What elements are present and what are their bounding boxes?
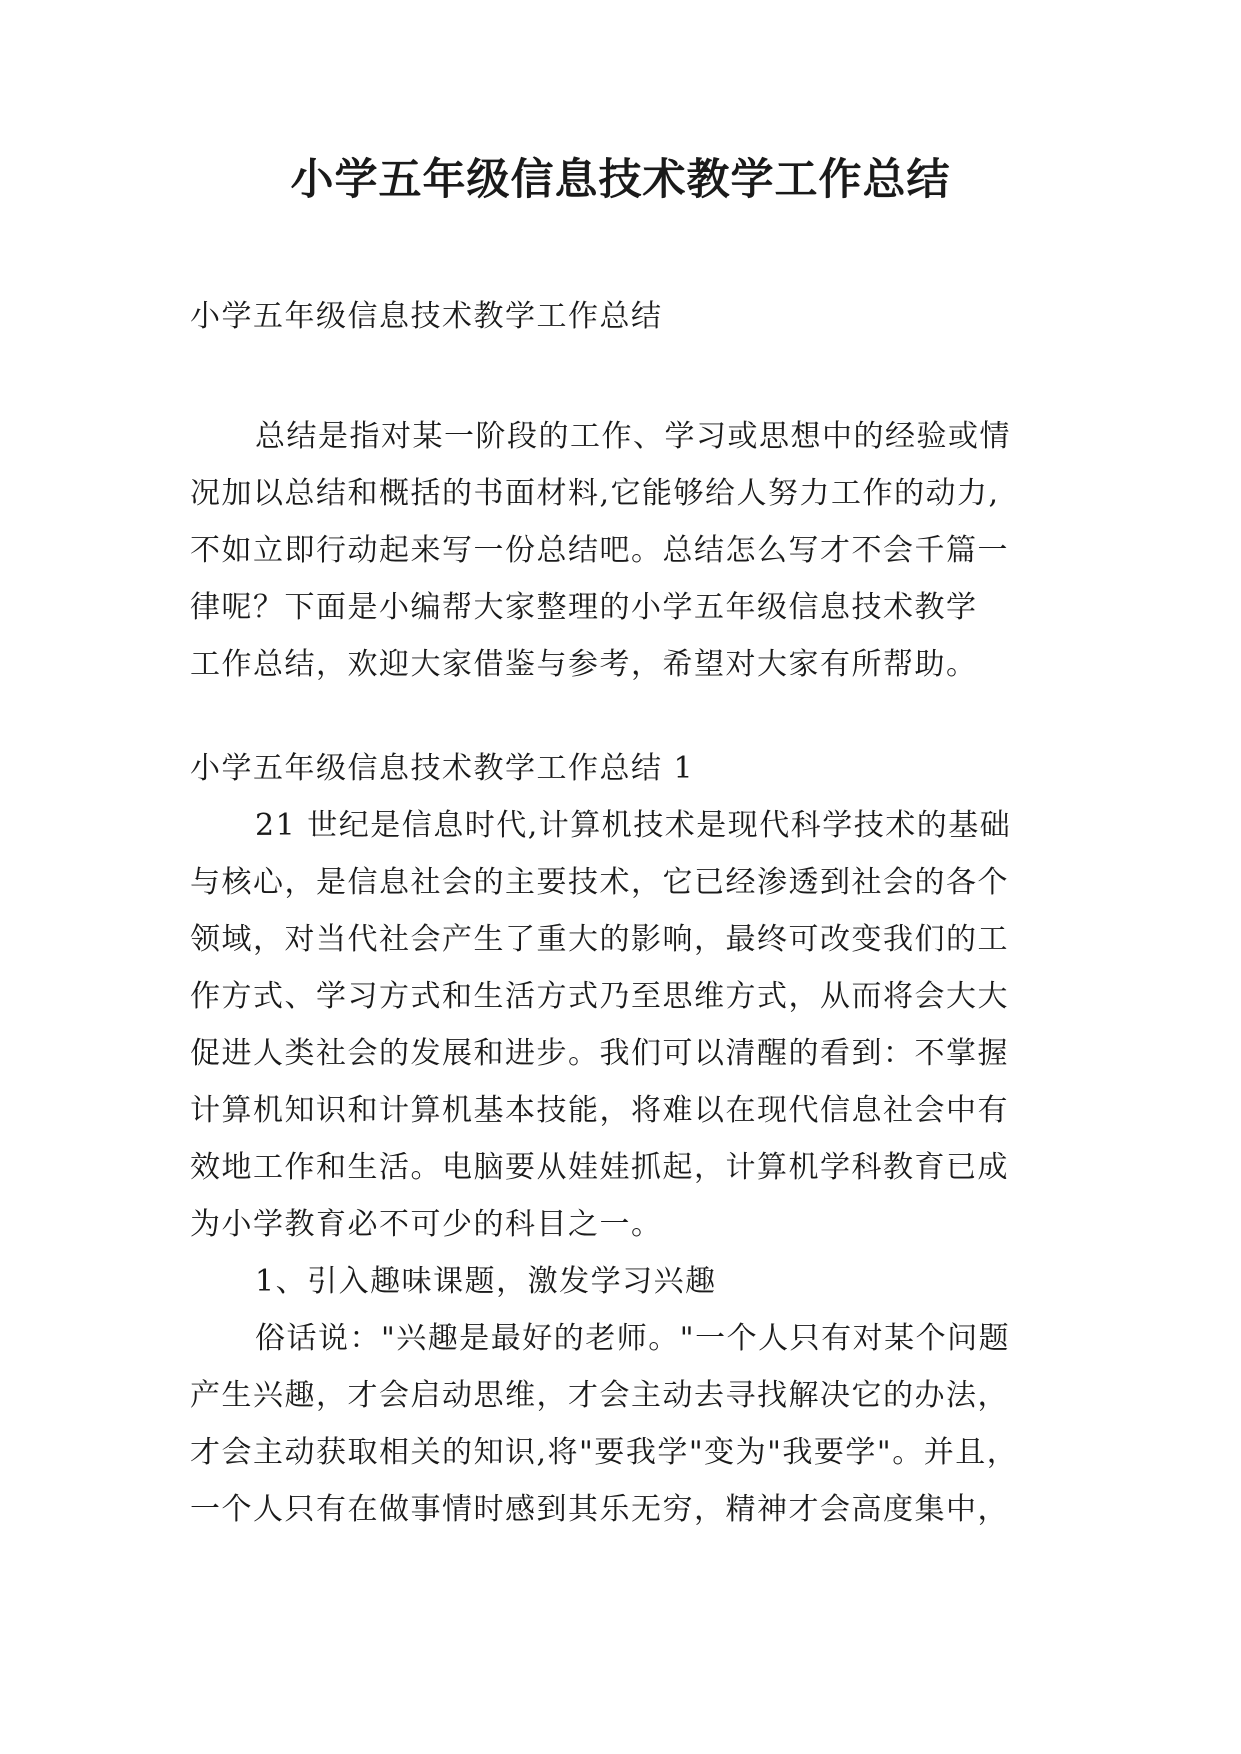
paragraph-line: 21 世纪是信息时代,计算机技术是现代科学技术的基础 bbox=[255, 808, 1012, 843]
paragraph-line: 与核心，是信息社会的主要技术，它已经渗透到社会的各个 bbox=[190, 865, 1009, 900]
paragraph-line: 俗话说："兴趣是最好的老师。"一个人只有对某个问题 bbox=[255, 1321, 1011, 1356]
paragraph-line: 效地工作和生活。电脑要从娃娃抓起，计算机学科教育已成 bbox=[190, 1150, 1009, 1185]
paragraph-line: 计算机知识和计算机基本技能，将难以在现代信息社会中有 bbox=[190, 1093, 1009, 1128]
paragraph-line: 作方式、学习方式和生活方式乃至思维方式，从而将会大大 bbox=[190, 979, 1009, 1014]
intro-paragraph bbox=[190, 408, 1050, 693]
section-1 bbox=[190, 740, 1050, 1538]
section-heading: 小学五年级信息技术教学工作总结 1 bbox=[190, 751, 695, 786]
document-title: 小学五年级信息技术教学工作总结 bbox=[290, 155, 951, 205]
item-heading: 1、引入趣味课题，激发学习兴趣 bbox=[255, 1264, 717, 1299]
paragraph-line: 领域，对当代社会产生了重大的影响，最终可改变我们的工 bbox=[190, 922, 1009, 957]
document-subtitle bbox=[190, 288, 1050, 345]
intro-line: 律呢？下面是小编帮大家整理的小学五年级信息技术教学 bbox=[190, 590, 978, 625]
intro-line: 总结是指对某一阶段的工作、学习或思想中的经验或情 bbox=[255, 419, 1011, 454]
paragraph-line: 产生兴趣，才会启动思维，才会主动去寻找解决它的办法， bbox=[190, 1378, 1009, 1413]
subtitle-line: 小学五年级信息技术教学工作总结 bbox=[190, 299, 663, 334]
intro-line: 况加以总结和概括的书面材料,它能够给人努力工作的动力, bbox=[190, 476, 1000, 511]
paragraph-line: 为小学教育必不可少的科目之一。 bbox=[190, 1207, 663, 1242]
paragraph-line: 才会主动获取相关的知识,将"要我学"变为"我要学"。并且， bbox=[190, 1435, 1019, 1470]
intro-line: 不如立即行动起来写一份总结吧。总结怎么写才不会千篇一 bbox=[190, 533, 1009, 568]
paragraph-line: 促进人类社会的发展和进步。我们可以清醒的看到：不掌握 bbox=[190, 1036, 1009, 1071]
intro-line: 工作总结，欢迎大家借鉴与参考，希望对大家有所帮助。 bbox=[190, 647, 978, 682]
paragraph-line: 一个人只有在做事情时感到其乐无穷，精神才会高度集中， bbox=[190, 1492, 1009, 1527]
